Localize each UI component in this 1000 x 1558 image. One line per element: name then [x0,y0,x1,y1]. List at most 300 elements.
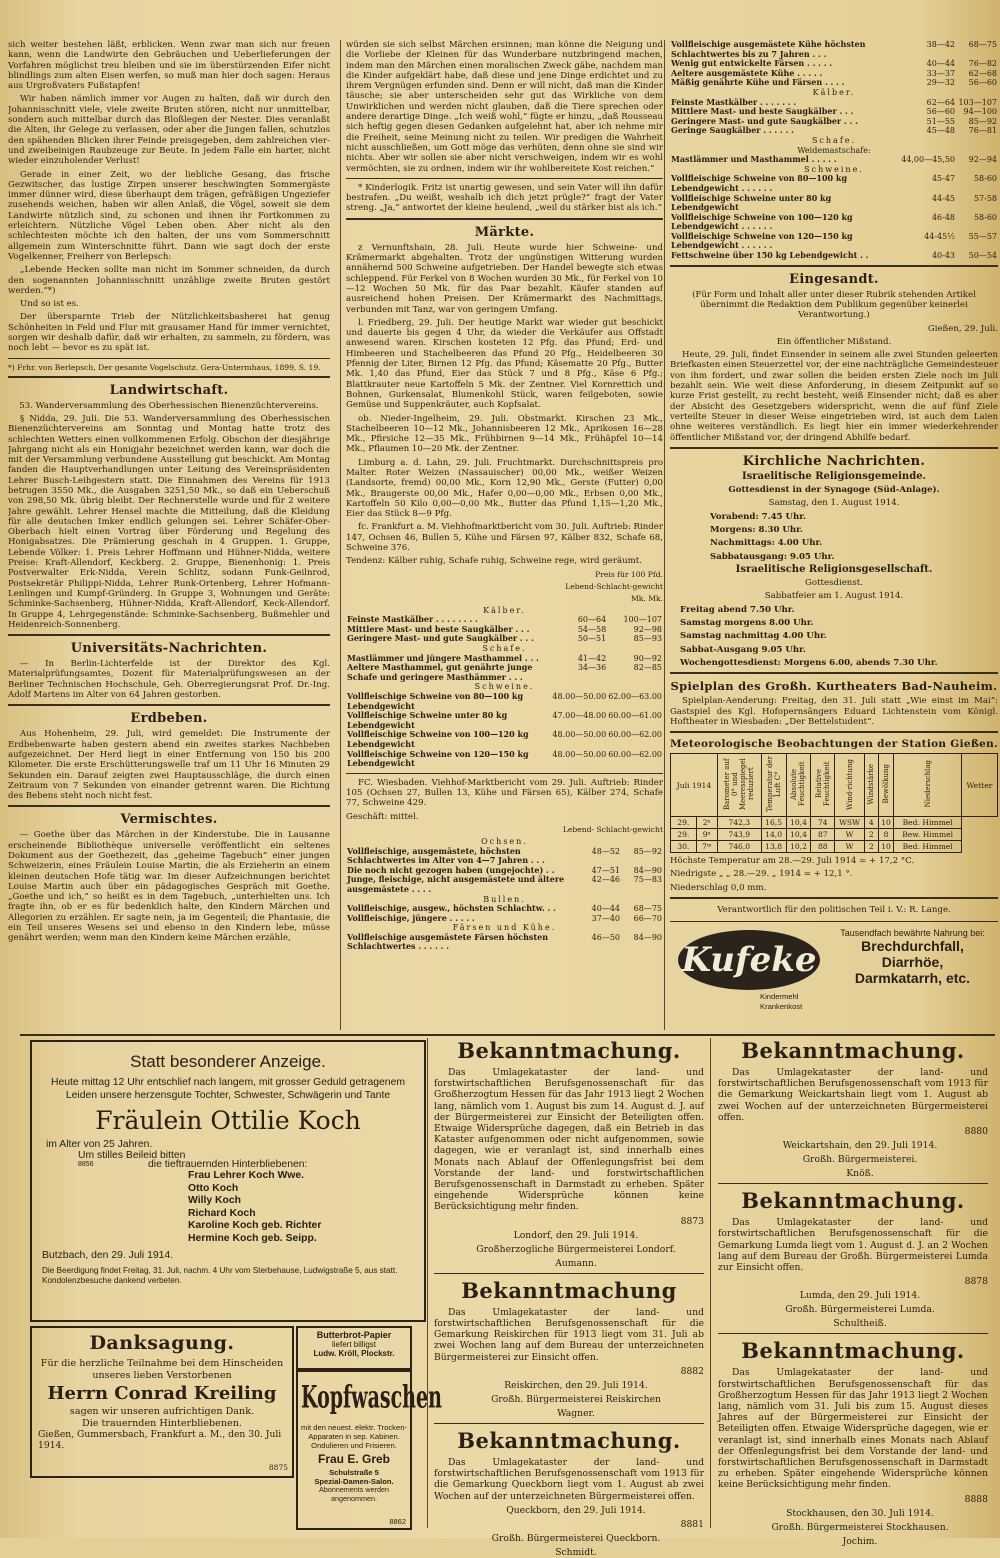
butter-ad [296,1326,412,1370]
announcement-heading: Bekanntmachung. [741,1188,965,1214]
price-slaughter: 58-60 [973,174,997,184]
disclaimer: (Für Form und Inhalt aller unter dieser Rubrik stehenden Artikel übernimmt die Redaktion dem Publikum gegenüber keinerlei Verantwortung.) [692,289,976,321]
weather-column-header [811,754,835,817]
church-group: Israelitische Religionsgemeinde. [741,470,927,482]
price-row [670,232,998,251]
ads-separator [20,1034,995,1036]
ad-number: 8875 [268,1463,288,1472]
price-live: 41—42 [577,653,607,663]
notice-date: Butzbach, den 29. Juli 1914. [42,1249,174,1261]
price-label: Feinste Mastkälber . . . . . . . [671,96,797,107]
announcement-date: Queckborn, den 29. Juli 1914. [506,1504,646,1516]
divider [346,178,663,179]
price-slaughter: 82—85 [633,663,662,673]
category-label: Schafe. [811,135,857,145]
price-label: Mittlere Mast- und beste Saugkälber . . . [671,106,854,117]
price-live: 56—60 [926,107,955,117]
price-label: Vollfleischige Schweine unter 80 kg Lebendgewicht [671,192,832,213]
market-report: Limburg a. d. Lahn, 29. Juli. Fruchtmarkt. Durchschnittspreis pro Malter. Roter Weizen (Nassauischer) 00,00 Mk., weißer Weizen (Landsorte, fremd) 00,00 Mk., Korn 12,90 Mk., Gerste (Futter) 0,00 Mk., Braugerste 00,00 Mk., Hafer 0,00—0,00 Mk., Erbsen 0,00 Mk., Kartoffeln 50 Kilo 0,00—0,00 Mk., Butter das Pfund 1,15—1,20 Mk., Eier das Stück 8—9 Pfg. [346,457,663,520]
weather-cell: 2 [864,841,878,853]
weather-cell: 13,8 [761,841,786,853]
announcement-heading: Bekanntmachung. [457,1038,681,1063]
church-date: Samstag, den 1. August 1914. [768,498,900,509]
announcement-signature: Jochim. [842,1535,878,1547]
price-row [670,78,998,88]
divider [670,921,998,922]
announcement-signature: Aumann. [555,1257,597,1269]
announcement-date: Reiskirchen, den 29. Juli 1914. [504,1380,648,1392]
weather-column-label: Temperatur der Luft C° [765,756,782,813]
article-text: § Nidda, 29. Juli. Die 53. Wanderversammlung des Oberhessischen Bienenzüchtervereins am Sonntag und Montag hatte trotz des schlechten Wetters einen vollkommenen Erfolg. Obschon der diesjährige Jahrgang nicht als ein Honigjahr bezeichnet werden kann, war doch die mit der Versammlung verbundene Ausstellung gut beschickt. Am Montag fanden die Hauptverhandlungen unter Leitung des Vereinspräsidenten Lehrer Busch-Leihgestern statt. Die Einnahmen des Vereins für 1913 betrugen 3550 Mk., die Ausgaben 3251,50 Mk., so daß ein Ueberschuß von 298,50 Mk. übrig bleibt. Der Rechnerstelle wurde und für 2 weitere Jahre gewählt. Lehrer Hensel machte die Mitteilung, daß die Kleidung für alle deutschen Imker endlich gelungen sei. Lehrer Schäfer-Ober-Oberbach hielt einen Vortrag über Förderung und Regelung des Honigabsatzes. Die Prämierung geschah in 4 Gruppen. 1. Gruppe, Lebende Völker: 1. Preis Lehrer Hoffmann und Hühner-Nidda, weitere Preise: Kraft-Allendorf, Keckberg. 2. Gruppe, Bienenhonig: 1. Preis Postverwalter Erk-Nidda, Verein Schlitz, sodann Funk-Geilnrod, Postsekretär Philippi-Nidda, Lehrer Runk-Ortenberg, Lehrer Hofmann-Lenlingen und Kumpf-Gründerg. In Gruppe 3, Wohnungen und Geräte: Schminke-Sachsenberg, Hühner-Nidda, Kraft-Allendorf, Keck-Allendorf. In Gruppe 4, Lehrgegenstände: Schminke-Sachsenberg, Bußmehler und Heidenreich-Sonnenberg. [8,413,330,630]
section-heading-meteorologie: Meteorologische Beobachtungen der Station Gießen. [670,738,998,751]
price-label: Vollfleischige Schweine von 100—120 kg Lebendgewicht . . . . . . [671,211,853,232]
weather-cell: 742,3 [717,817,761,829]
divider [346,773,663,774]
weather-table [670,753,998,853]
price-row [346,933,663,952]
church-date: Sabbatfeier am 1. August 1914. [764,591,904,602]
footnote: *) Frhr. von Berlepsch, Der gesamte Vogelschutz. Gera-Untermhaus, 1899, S. 19. [8,362,321,372]
category-label: Schweine. [474,682,535,692]
weather-column-header [786,754,811,817]
price-row [670,155,998,165]
butter-line: Butterbrot-Papier [316,1330,392,1340]
thanks-heading: Danksagung. [89,1332,235,1354]
category-label: Weidemastschafe: [797,145,871,155]
price-label: Mastlämmer und Masthammel . . . . . [671,154,837,165]
announcement-heading: Bekanntmachung. [741,1338,965,1364]
announcement-text: Das Umlagekataster der land- und forstwirtschaftlichen Berufsgenossenschaft vom 1913 für die Gemarkung Weickartshain liegt vom 1. August ab zwei Wochen auf der unterzeichneten Bürgermeisterei offen. [718,1067,988,1123]
kufeke-line: Brechdurchfall, [861,938,964,955]
price-live: 44-45 [931,193,955,203]
announcement-date: Weickartshain, den 29. Juli 1914. [782,1140,938,1152]
family-member: Frau Lehrer Koch Wwe. [188,1170,305,1181]
announcement-text: Das Umlagekataster der land- und forstwirtschaftlichen Berufsgenossenschaft für das Großherzogtum Hessen für das Jahr 1913 liegt 2 Wochen lang, nämlich vom 31. Juli bis zum 15. August dieses Jahres auf der Bürgermeisterei zur Einsicht der Beteiligten offen. Etwaige Widersprüche dagegen, wie er veranlagt ist, sind innerhalb eines Monats nach Ablauf der Offenlegungsfrist bei dem Vorstande der land- und forstwirtschaftlichen Berufsgenossenschaft in Darmstadt zu erheben. Später eingehende Widersprüche können keine Berücksichtigung mehr finden. [718,1367,988,1491]
announcement-signature: Großh. Bürgermeisterei. [802,1154,918,1166]
price-live: 60—64 [577,615,607,625]
price-live: 48—52 [591,846,620,856]
price-slaughter: 60.00—62.00 [608,730,662,740]
weather-row [671,829,998,841]
price-label: Vollfleischige Schweine von 120—150 kg Lebendgewicht . . . . . . [671,230,853,251]
article-text: Aus Hohenheim, 29. Juli, wird gemeldet: Die Instrumente der Erdbebenwarte haben gestern abend ein zweites starkes Nachbeben aufgezeichnet. Der Herd liegt in einer Entfernung von 150 bis 200 Kilometer. Die erste Erschütterungswelle traf um 11 Uhr 16 Minuten 29 Sekunden ein. Darauf zeigten zwei Hauptausschläge, die durch einen Zeitraum von 7 Sekunden von einander getrennt waren. Die Richtung des Bebens steht noch nicht fest. [8,729,330,802]
service-time: Sabbat-Ausgang 9.05 Uhr. [680,644,806,655]
price-live: 62—64 [926,97,955,107]
thanks-notice [30,1326,294,1478]
price-live: 37—40 [591,913,620,923]
price-live: 40—44 [591,904,620,914]
price-row [346,692,663,711]
number-label: 8856 [78,1161,94,1168]
thanks-text: sagen wir unseren aufrichtigen Dank. [69,1406,255,1417]
price-row [346,750,663,769]
divider [670,897,998,899]
price-slaughter: 94—100 [963,107,997,117]
announcement-text: Das Umlagekataster der land- und forstwirtschaftlichen Berufsgenossenschaft für die Gemarkung Lumda liegt vom 1. August d. J. an 2 Wochen lang auf dem Bureau der Großh. Bürgermeisterei Lumda zur Einsicht offen. [718,1217,988,1274]
announcement-date: Lumda, den 29. Juli 1914. [799,1290,921,1302]
weather-column-label: Juli 1914 [676,780,712,790]
weather-column-header [878,754,894,817]
divider [434,1423,704,1424]
weather-cell: 10 [878,841,894,853]
butter-line: Ludw. Kröll, Plockstr. [313,1349,395,1358]
price-slaughter: 55—57 [968,231,997,241]
price-label: Aeltere Masthammel, gut genährte junge Schafe und geringere Masthämmer . . . [347,662,533,682]
price-label: Vollfleischige Schweine von 80—100 kg Lebendgewicht [347,691,524,711]
kufeke-text [830,928,995,986]
family-member: Richard Koch [188,1207,256,1219]
price-slaughter: 103—107 [958,97,997,107]
weather-cell: 743,9 [717,829,761,841]
price-label: Geringere Mast- und gute Saugkälber . . . [671,115,858,126]
price-slaughter: 84—90 [633,932,662,942]
kufeke-brand: Kufeke [681,940,817,981]
ad-number: 8878 [964,1276,988,1288]
price-live: 48.00—50.00 [552,692,607,701]
divider [8,704,330,706]
price-row [346,914,663,924]
announcement-signature: Großh. Bürgermeisterei Queckborn. [491,1533,661,1545]
category-label: Schafe. [482,644,527,654]
column-1 [8,40,330,1030]
article-text: — In Berlin-Lichterfelde ist der Direktor des Kgl. Materialprüfungsamtes, Dozent für Materialprüfungswesen an der Berliner Technischen Hochschule, Geh. Oberregierungsrat Prof. Dr.-Ing. Adolf Martens im Alter von 64 Jahren gestorben. [8,659,330,701]
price-live: 45—48 [926,126,955,136]
market-report: FC. Wiesbaden. Viehhof-Marktbericht vom 29. Juli. Auftrieb: Rinder 105 (Ochsen 27, Bullen 13, Kühe und Färsen 65), Kälber 274, Schafe 77, Schweine 429. [346,777,663,809]
price-live: 46-48 [931,212,955,222]
weather-cell: W [835,841,865,853]
notice-text: Heute mittag 12 Uhr entschlief nach langem, mit grosser Geduld getragenem Leiden unsere herzensgute Tochter, Schwester, Schwägerin und Tante [50,1077,406,1101]
section-heading-erdbeben: Erdbeben. [130,711,208,727]
weather-column-header [671,754,718,817]
kufeke-line: Diarrhöe, [881,954,944,971]
weather-cell: 29. [671,829,697,841]
price-label: Mäßig genährte Kühe und Färsen . . . . [671,77,845,88]
price-slaughter: 92—98 [633,624,662,634]
price-label: Die noch nicht gezogen haben (ungejochte) . . [347,864,555,875]
price-live: 40-43 [931,251,955,261]
hairdresser-text: mit den neuest. elektr. Trocken-Apparaten in sep. Kabinen. Ondulieren und Frisieren. [301,1423,407,1450]
divider [8,358,330,359]
death-notice [30,1040,426,1322]
price-label: Vollfleischige Schweine von 100—120 kg Lebendgewicht [347,729,529,749]
category-label: Kälber. [812,87,856,97]
col1-paragraph: Gerade in einer Zeit, wo der liebliche Gesang, das frische Gezwitscher, das lustige Zirpen unserer beschwingten Sommergäste immer dünner wird, diese überhaupt dem trägen, gefräßigen Ungeziefer zusehends weichen, haben wir allen Anlaß, die Vögel, soweit sie dem Landwirte nützlich sind, zu schonen und ihnen ihr Fortkommen zu erleichtern. Nützliche Vögel Leben oben. Aber nicht als den schlechtesten möchte ich den halten, der uns vom Sommerschnitt allgemein zum Winterschnitte führt. Dann wie sagt doch der erste Vogelkenner, Freiherr von Berlepsch: [8,169,330,262]
weather-column-header [864,754,878,817]
section-heading-vermischtes: Vermischtes. [120,812,218,828]
price-label: Junge, fleischige, nicht ausgemästete und ältere ausgemästete . . . . [347,874,565,894]
price-row [670,40,998,59]
weather-cell: 9ⁿ [696,829,717,841]
price-live: 40—44 [926,59,955,69]
announcement-text: Das Umlagekataster der land- und forstwirtschaftlichen Berufsgenossenschaft vom 1913 für die Gemarkung Queckborn liegt vom 1. August ab zwei Wochen auf der unterzeichneten Bürgermeisterei offen. [434,1457,704,1502]
precipitation: Niederschlag 0,0 mm. [670,882,767,893]
price-label: Vollfleischige Schweine unter 80 kg Lebendgewicht [347,710,508,730]
deceased-name: Fräulein Ottilie Koch [95,1106,361,1135]
announcements-middle [427,1038,711,1558]
section-heading-maerkte: Märkte. [474,224,535,240]
kufeke-sub1: Kindermehl [760,992,799,1002]
market-report: fc. Frankfurt a. M. Viehhofmarktbericht vom 30. Juli. Auftrieb: Rinder 147, Ochsen 46, Bullen 5, Kühe und Färsen 97, Kälber 832, Schafe 68, Schweine 376. [346,522,663,554]
price-slaughter: 100—107 [623,615,662,625]
market-report: z Vernunftshain, 28. Juli. Heute wurde hier Schweine- und Krämermarkt abgehalten. Trotz der ungünstigen Witterung wurden annähernd 500 Schweine aufgetrieben. Der Handel bewegte sich etwas schleppend. Für Ferkel von 8 Wochen wurden 30 Mk., für Ferkel von 10—12 Wochen 50 Mk. für das Paar bezahlt. Käufer standen auf ausreichend hohen Preisen. Der Krämermarkt des Nachmittags, verbunden mit Tanz, war von geringem Umfang. [346,242,663,315]
announcement-date: Londorf, den 29. Juli 1914. [513,1229,639,1241]
price-slaughter: 84—90 [633,865,662,875]
weather-cell: 29. [671,817,697,829]
announcement-date: Stockhausen, den 30. Juli 1914. [786,1507,934,1519]
thanks-name: Herrn Conrad Kreiling [47,1383,277,1404]
price-slaughter: 68—75 [633,904,662,914]
col1-paragraph: Und so ist es. [20,299,79,310]
column-2 [340,40,663,1030]
price-row [670,174,998,193]
table-unit: Mk. Mk. [631,593,663,603]
family-member: Karoline Koch geb. Richter [188,1220,322,1232]
subheading: 53. Wanderversammlung des Oberhessischen Bienenzüchtervereins. [19,400,319,411]
price-label: Feinste Mastkälber . . . . . . . . [347,614,478,625]
temperature-min: Niedrigste „ „ 28.—29. „ 1914 = + 12,1 °. [670,869,853,880]
weather-cell: 10,4 [786,829,811,841]
announcement-heading: Bekanntmachung. [457,1428,681,1454]
price-row [346,711,663,730]
price-label: Geringe Saugkälber . . . . . . [671,125,794,136]
weather-column-header [717,754,761,817]
family-member: Otto Koch [188,1182,239,1194]
price-label: Mastlämmer und jüngere Masthammel . . . [347,652,539,663]
weather-cell: 87 [811,829,835,841]
announcement-heading: Bekanntmachung. [741,1038,965,1063]
price-label: Aeltere ausgemästete Kühe . . . . . [671,67,823,78]
weather-cell: 10,2 [786,841,811,853]
price-label: Vollfleischige, ausgew., höchsten Schlachtw. . . [347,903,556,914]
price-slaughter: 60.00—61.00 [608,711,662,721]
subheading: Ein öffentlicher Mißstand. [776,336,892,347]
notice-still: Um stilles Beileid bitten [78,1150,186,1161]
divider [718,1333,988,1334]
divider [8,805,330,807]
divider [670,731,998,733]
price-live: 44,00—45,50 [901,155,955,165]
announcement-signature: Wagner. [557,1408,595,1420]
price-slaughter: 85—92 [633,846,662,856]
divider [718,1183,988,1184]
announcement-signature: Großh. Bürgermeisterei Reiskirchen [491,1394,661,1406]
price-slaughter: 85—93 [633,634,662,644]
weather-column-label: Bewölkung [882,764,891,804]
service-time: Vorabend: 7.45 Uhr. [710,511,806,522]
price-live: 48.00—50.00 [552,749,607,759]
hairdresser-address: Schulstraße 5 [329,1468,379,1477]
weather-cell: 2ⁿ [696,817,717,829]
price-table-frankfurt [346,606,663,769]
announcements-right [712,1038,994,1547]
price-slaughter: 66—70 [633,913,662,923]
weather-cell: 7ᵐ [696,841,717,853]
ad-number: 8873 [680,1215,704,1227]
table-category-row [670,136,998,146]
price-live: 54—58 [577,624,607,634]
weather-cell: 30. [671,841,697,853]
divider [670,447,998,449]
funeral-info: Die Beerdigung findet Freitag, 31. Juli, nachm. 4 Uhr vom Sterbehause, Ludwigstraße 5, aus statt. Kondolenzbesuche dankend verbeten. [42,1265,398,1285]
weather-cell: 4 [864,817,878,829]
category-label: Schweine. [804,164,864,174]
notice-hint: die tieftrauernden Hinterbliebenen: [148,1159,308,1170]
weather-column-label: Relative Feuchtigkeit [814,761,831,807]
service-time: Freitag abend 7.50 Uhr. [680,604,795,615]
thanks-text: Die trauernden Hinterbliebenen. [82,1417,242,1429]
market-report: Tendenz: Kälber ruhig, Schafe ruhig, Schweine rege, wird geräumt. [346,556,642,567]
weather-cell: 8 [878,829,894,841]
price-slaughter: 62—68 [968,68,997,78]
weather-row [671,817,998,829]
price-label: Vollfleischige, ausgemästete, höchsten Schlachtwertes im Alter von 4—7 Jahren . . . [347,845,545,866]
price-label: Mittlere Mast- und beste Saugkälber . . . [347,623,530,634]
weather-column-header [961,754,997,817]
ad-number: 8882 [680,1365,704,1377]
service-time: Samstag nachmittag 4.00 Uhr. [680,631,827,642]
announcement-text: Das Umlagekataster der land- und forstwirtschaftlichen Berufsgenossenschaft für das Großherzogtum Hessen für das Jahr 1913 liegt 2 Wochen lang, nämlich vom 1. August bis zum 14. August d. J. auf der Bürgermeisterei zur Einsicht der Beteiligten offen. Etwaige Widersprüche dagegen, daß ein Betrieb in das Kataster aufgenommen oder nicht aufgenommen, sowie dagegen, wie er veranlagt ist, sind innerhalb eines Monats nach Ablauf der Offenlegungsfrist bei dem Vorstande der land- und forstwirtschaftlichen Berufsgenossenschaft in Darmstadt zu erheben. Später eingehende Widersprüche können keine Berücksichtigung mehr finden. [434,1067,704,1213]
price-live: 50—51 [577,634,607,644]
church-subtitle: Gottesdienst. [805,578,863,589]
price-label: Vollfleischige ausgemästete Kühe höchsten Schlachtwertes bis zu 7 Jahren . . . [671,40,866,59]
price-slaughter: 76—81 [968,126,997,136]
weather-cell: Bed. Himmel [894,817,961,829]
kufeke-sub2: Krankenkost [760,1002,803,1012]
weather-cell: W [835,829,865,841]
price-live: 42—46 [591,875,620,885]
announcement-signature: Schmidt. [555,1547,597,1558]
price-row [346,847,663,866]
price-live: 34—36 [577,663,607,673]
weather-column-header [894,754,961,817]
ad-number: 8880 [964,1126,988,1138]
price-row [670,194,998,213]
announcement-signature: Knöß. [846,1168,874,1180]
butter-line: liefert billigst [331,1340,376,1349]
price-slaughter: 85—92 [968,116,997,126]
price-row [346,730,663,749]
weather-cell: 14,0 [761,829,786,841]
weather-column-header [835,754,865,817]
announcement-signature: Großh. Bürgermeisterei Lumda. [785,1304,935,1316]
service-time: Nachmittags: 4.00 Uhr. [710,538,823,549]
price-slaughter: 57-58 [973,193,997,203]
service-time: Wochengottesdienst: Morgens 6.00, abends 7.30 Uhr. [680,657,938,668]
weather-cell: 16,5 [761,817,786,829]
kufeke-line: Darmkatarrh, etc. [854,970,971,987]
column-3 [664,40,998,1030]
price-slaughter: 62.00—63.00 [608,692,662,701]
col1-paragraph: sich weiter bestehen läßt, erblicken. Wenn zwar man sich nur freuen kann, wenn die Landwirte den Gebräuchen und Ueberlieferungen der Vorfahren möglichst treu bleiben und sie im überstürzenden Eifer nicht blindlings zum alten Eisen werfen, so muß man hier doch sagen: Heraus aus Urgroßvaters Fußstapfen! [8,40,330,92]
article-text: Heute, 29. Juli, findet Einsender in seinem alle zwei Stunden geleerten Briefkasten einen Steuerzettel vor, der eine nachträgliche Gemeindesteuer von ihm fordert, und zwar sollen die beiden ersten Ziele noch im Juli bezahlt sein. Wie weit diese Anforderung, in diesem Zeitpunkt auf so kurze Frist gestellt, zu recht besteht, weiß Einsender nicht; daß es aber der Absicht des Gesetzgebers widerspricht, wenn die auf fünf Ziele verteilte Steuer in dieser Weise eingetrieben wird, ist auch dem Laien ohne weiteres verständlich. Es liegt hier ein immer wiederkehrender öffentlicher Mißstand vor, der dringend Abhilfe bedarf. [670,350,998,443]
kufeke-logo [678,930,820,990]
price-slaughter: 60.00—62.00 [608,749,662,759]
notice-heading: Statt besonderer Anzeige. [130,1052,326,1071]
kufeke-line: Tausendfach bewährte Nahrung bei: [840,928,985,939]
service-time: Samstag morgens 8.00 Uhr. [680,618,814,629]
price-row [670,213,998,232]
section-heading-landwirtschaft: Landwirtschaft. [109,382,229,398]
notice-age: im Alter von 25 Jahren. [46,1139,153,1150]
weather-cell: WSW [835,817,865,829]
announcement-signature: Schultheiß. [833,1318,887,1330]
category-label: Färsen und Kühe. [452,923,557,933]
weather-column-label: Barometer auf 0° und Meeresspiegel reduziert [723,758,756,811]
price-label: Fettschweine über 150 kg Lebendgewicht . . [671,250,869,261]
price-table-wiesbaden-cont [670,40,998,261]
price-slaughter: 56—60 [968,78,997,88]
weather-cell: 746,0 [717,841,761,853]
price-live: 47—51 [591,865,620,875]
article-text: Spielplan-Aenderung: Freitag, den 31. Juli statt „Wie einst im Mai“: Gastspiel des Kgl. Hofopernsängers Eduard Lichtenstein vom Königl. Hoftheater in Wiesbaden: „Der Bettelstudent“. [670,696,998,727]
family-member: Hermine Koch geb. Seipp. [188,1232,317,1244]
category-label: Ochsen. [481,836,528,846]
price-row [670,126,998,136]
thanks-text: Für die herzliche Teilnahme bei dem Hinscheiden unseres lieben Verstorbenen [40,1358,284,1381]
thanks-date: Gießen, Gummersbach, Frankfurt a. M., den 30. Juli 1914. [38,1429,282,1451]
hairdresser-heading: Kopfwaschen [301,1380,442,1416]
price-label: Geringere Mast- und gute Saugkälber . . . [347,633,534,644]
temperature-max: Höchste Temperatur am 28.—29. Juli 1914 = + 17,2 °C. [670,856,915,867]
ad-number: 8862 [389,1517,406,1526]
weather-column-label: Wetter [966,780,993,790]
family-member: Willy Koch [188,1195,242,1207]
ad-number: 8888 [964,1493,988,1505]
weather-cell: Bew. Himmel [894,829,961,841]
price-live: 38—42 [926,40,955,49]
price-slaughter: 92—94 [968,155,997,165]
col1-paragraph: Der übersparnte Trieb der Nützlichkeitsbasherei hat genug Schönheiten in Feld und Flur mit grausamer Hand für immer vernichtet, sorgen wir deshalb dafür, daß wir erhalten, zu sammeln, zu fördern, was noch lebt — bevor es zu spät ist. [8,312,330,354]
divider [434,1273,704,1274]
category-label: Kälber. [483,605,526,615]
divider [670,672,998,674]
divider [670,265,998,267]
price-slaughter: 90—92 [633,653,662,663]
weather-cell: 74 [811,817,835,829]
price-slaughter: 58-60 [973,212,997,222]
table-header: Preis für 100 Pfd. [595,569,663,579]
price-slaughter: 75—83 [633,875,662,885]
church-group: Israelitische Religionsgesellschaft. [735,563,933,575]
weather-cell: Bed. Himmel [894,841,961,853]
price-label: Vollfleischige Schweine von 80—100 kg Lebendgewicht . . . . . . [671,173,848,193]
dateline: Gießen, 29. Juli. [927,323,998,334]
announcement-signature: Großherzogliche Bürgermeisterei Londorf. [476,1243,676,1255]
weather-column-label: Wind-richtung [845,758,854,810]
kufeke-ad [670,928,998,1014]
market-report: ob. Nieder-Ingelheim, 29. Juli. Obstmarkt. Kirschen 23 Mk., Stachelbeeren 10—12 Mk., Johannisbeeren 12 Mk., Aprikosen 16—28 Mk., Pfirsiche 12—35 Mk., Frühbirnen 9—14 Mk., Frühäpfel 10—14 Mk., Pflaumen 10—20 Mk. der Zentner. [346,413,663,455]
ad-number: 8881 [680,1518,704,1530]
article-text: * Kinderlogik. Fritz ist unartig gewesen, und sein Vater will ihn dafür bestrafen. „Du weißt, weshalb ich dich jetzt prügle?“ fragt der Vater streng. „Ja,“ antwortet der kleine heulend, „weil du stärker bist als ich.“ [346,182,663,214]
church-subtitle: Gottesdienst in der Synagoge (Süd-Anlage). [728,485,940,496]
price-row [346,634,663,644]
hairdresser-address: Spezial-Damen-Salon. [314,1477,394,1486]
weather-column-label: Niederschlag [923,760,932,808]
price-live: 33—37 [926,68,955,78]
service-time: Morgens: 8.30 Uhr. [710,525,803,535]
table-header: Lebend- Schlacht-gewicht [562,824,663,834]
weather-row [671,841,998,853]
divider [346,218,663,220]
hairdresser-name: Frau E. Greb [317,1452,391,1466]
hairdresser-address: Abonnements werden angenommen. [319,1485,389,1503]
price-label: Vollfleischige ausgemästete Färsen höchsten Schlachtwertes . . . . . . [347,931,549,952]
col1-paragraph: Wir haben nämlich immer vor Augen zu halten, daß wir durch den Johannisschnitt viele, viele zweite Bruten stören, nicht nur unmittelbar, sondern auch mittelbar durch das Bloßlegen der Nester. Dies veranlaßt die Alten, ihr Gelege zu verlassen, oder aber die Jungen fallen, schutzlos den spähenden Blicken ihrer Feinde preisgegeben, dem zahlreichen vier- und zweibeinigen Raubzeuge zur Beute. In jedem Falle ein harter, nicht wieder einzuholender Verlust! [8,94,330,167]
article-text: würden sie sich selbst Märchen ersinnen; man könne die Neigung und die Vorliebe der Kleinen für das Wunderbare nutzbringend machen, indem man den Märchen einen moralischen Zweck gäbe, nachdem man die Kinder aufgeklärt habe, daß diese und jene Dinge erdichtet und zu ihrem Vergnügen erfunden sind. Denn er will nicht, daß man die Kinder täusche; sie aber unterscheiden sehr gut das Wirkliche von dem Unwirklichen und werden nicht glauben, daß die Tiere sprechen oder andere derartige Dinge. „Ich weiß wohl,“ fügte er hinzu, „daß Rousseau sich heftig gegen diesen Gedanken aufgelehnt hat, aber ich nehme mir die Freiheit, seine Meinung nicht zu teilen. Wir predigen die Wahrheit nicht ausschließen, um Gott möge das verhüten, denn ohne sie sind wir nichts. Aber wir sollen sie aber nicht verschweigen, indem wir es wohl vermöchten, sie zu ordnen, indem wir ihr wohlbereitete Kost reichen.“ [346,40,663,174]
section-heading-kirchliche: Kirchliche Nachrichten. [742,453,926,469]
section-heading-universitaet: Universitäts-Nachrichten. [70,641,268,657]
market-report: Geschäft: mittel. [346,811,419,822]
